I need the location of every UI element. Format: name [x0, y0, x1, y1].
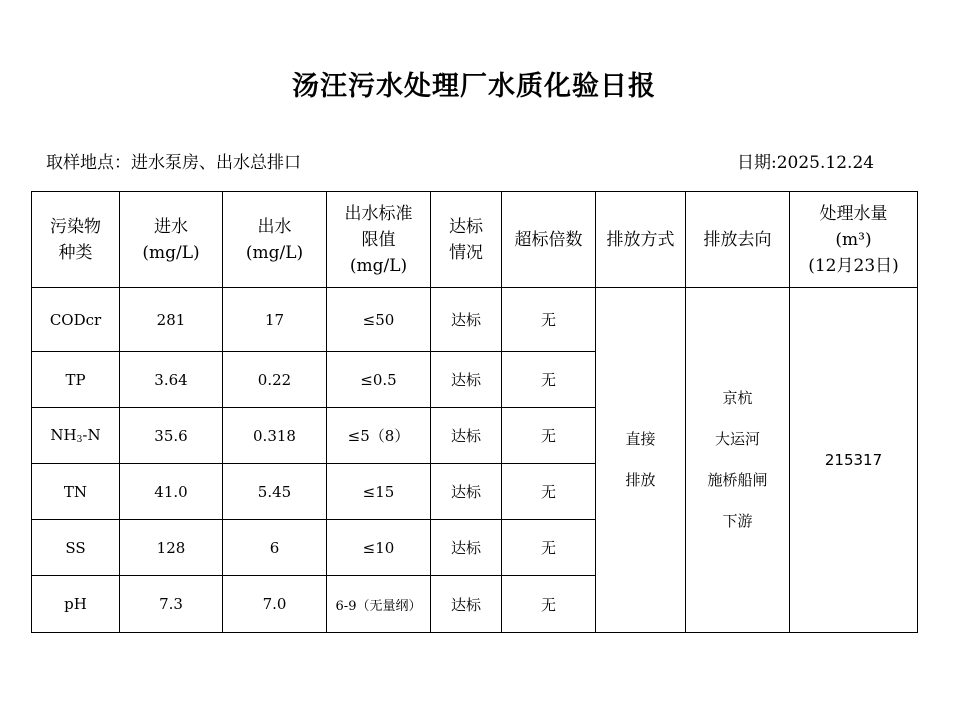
header-exceed: 超标倍数	[502, 192, 596, 288]
limit-value: ≤10	[327, 520, 431, 576]
limit-value: ≤15	[327, 464, 431, 520]
header-inflow: 进水 (mg/L)	[120, 192, 223, 288]
inflow-value: 3.64	[120, 352, 223, 408]
outflow-value: 7.0	[223, 576, 327, 633]
header-volume: 处理水量 (m³) (12月23日)	[790, 192, 918, 288]
inflow-value: 35.6	[120, 408, 223, 464]
pollutant-name: TP	[32, 352, 120, 408]
status-value: 达标	[431, 464, 502, 520]
sampling-location	[46, 148, 301, 173]
header-discharge-direction: 排放去向	[686, 192, 790, 288]
limit-value: ≤0.5	[327, 352, 431, 408]
status-value: 达标	[431, 576, 502, 633]
outflow-value: 17	[223, 288, 327, 352]
header-discharge-method: 排放方式	[596, 192, 686, 288]
exceed-value: 无	[502, 288, 596, 352]
exceed-value: 无	[502, 576, 596, 633]
inflow-value: 7.3	[120, 576, 223, 633]
header-status: 达标 情况	[431, 192, 502, 288]
exceed-value: 无	[502, 520, 596, 576]
report-date-label: 日期:	[737, 153, 777, 173]
discharge-direction-value: 京杭 大运河 施桥船闸 下游	[686, 288, 790, 633]
outflow-value: 6	[223, 520, 327, 576]
pollutant-name: CODcr	[32, 288, 120, 352]
limit-value: ≤50	[327, 288, 431, 352]
report-date-value: 2025.12.24	[776, 153, 875, 173]
report-date	[737, 148, 874, 173]
inflow-value: 281	[120, 288, 223, 352]
pollutant-name: SS	[32, 520, 120, 576]
inflow-value: 41.0	[120, 464, 223, 520]
outflow-value: 5.45	[223, 464, 327, 520]
report-title: 汤汪污水处理厂水质化验日报	[292, 71, 656, 102]
pollutant-name: pH	[32, 576, 120, 633]
water-quality-table	[31, 191, 918, 633]
exceed-value: 无	[502, 408, 596, 464]
exceed-value: 无	[502, 352, 596, 408]
pollutant-name: TN	[32, 464, 120, 520]
pollutant-name: $NH_3-N$	[32, 408, 120, 464]
status-value: 达标	[431, 520, 502, 576]
outflow-value: 0.22	[223, 352, 327, 408]
discharge-method-value: 直接 排放	[596, 288, 686, 633]
header-pollutant: 污染物 种类	[32, 192, 120, 288]
outflow-value: 0.318	[223, 408, 327, 464]
status-value: 达标	[431, 352, 502, 408]
treated-volume-value: 215317	[790, 288, 918, 633]
sampling-location-label: 取样地点：	[46, 153, 131, 173]
status-value: 达标	[431, 288, 502, 352]
inflow-value: 128	[120, 520, 223, 576]
exceed-value: 无	[502, 464, 596, 520]
header-outflow: 出水 (mg/L)	[223, 192, 327, 288]
header-limit: 出水标准 限值 (mg/L)	[327, 192, 431, 288]
table-row	[32, 288, 918, 352]
limit-value: 6-9（无量纲）	[327, 576, 431, 633]
sampling-location-value: 进水泵房、出水总排口	[131, 153, 301, 173]
table-header-row	[32, 192, 918, 288]
limit-value: ≤5（8）	[327, 408, 431, 464]
status-value: 达标	[431, 408, 502, 464]
